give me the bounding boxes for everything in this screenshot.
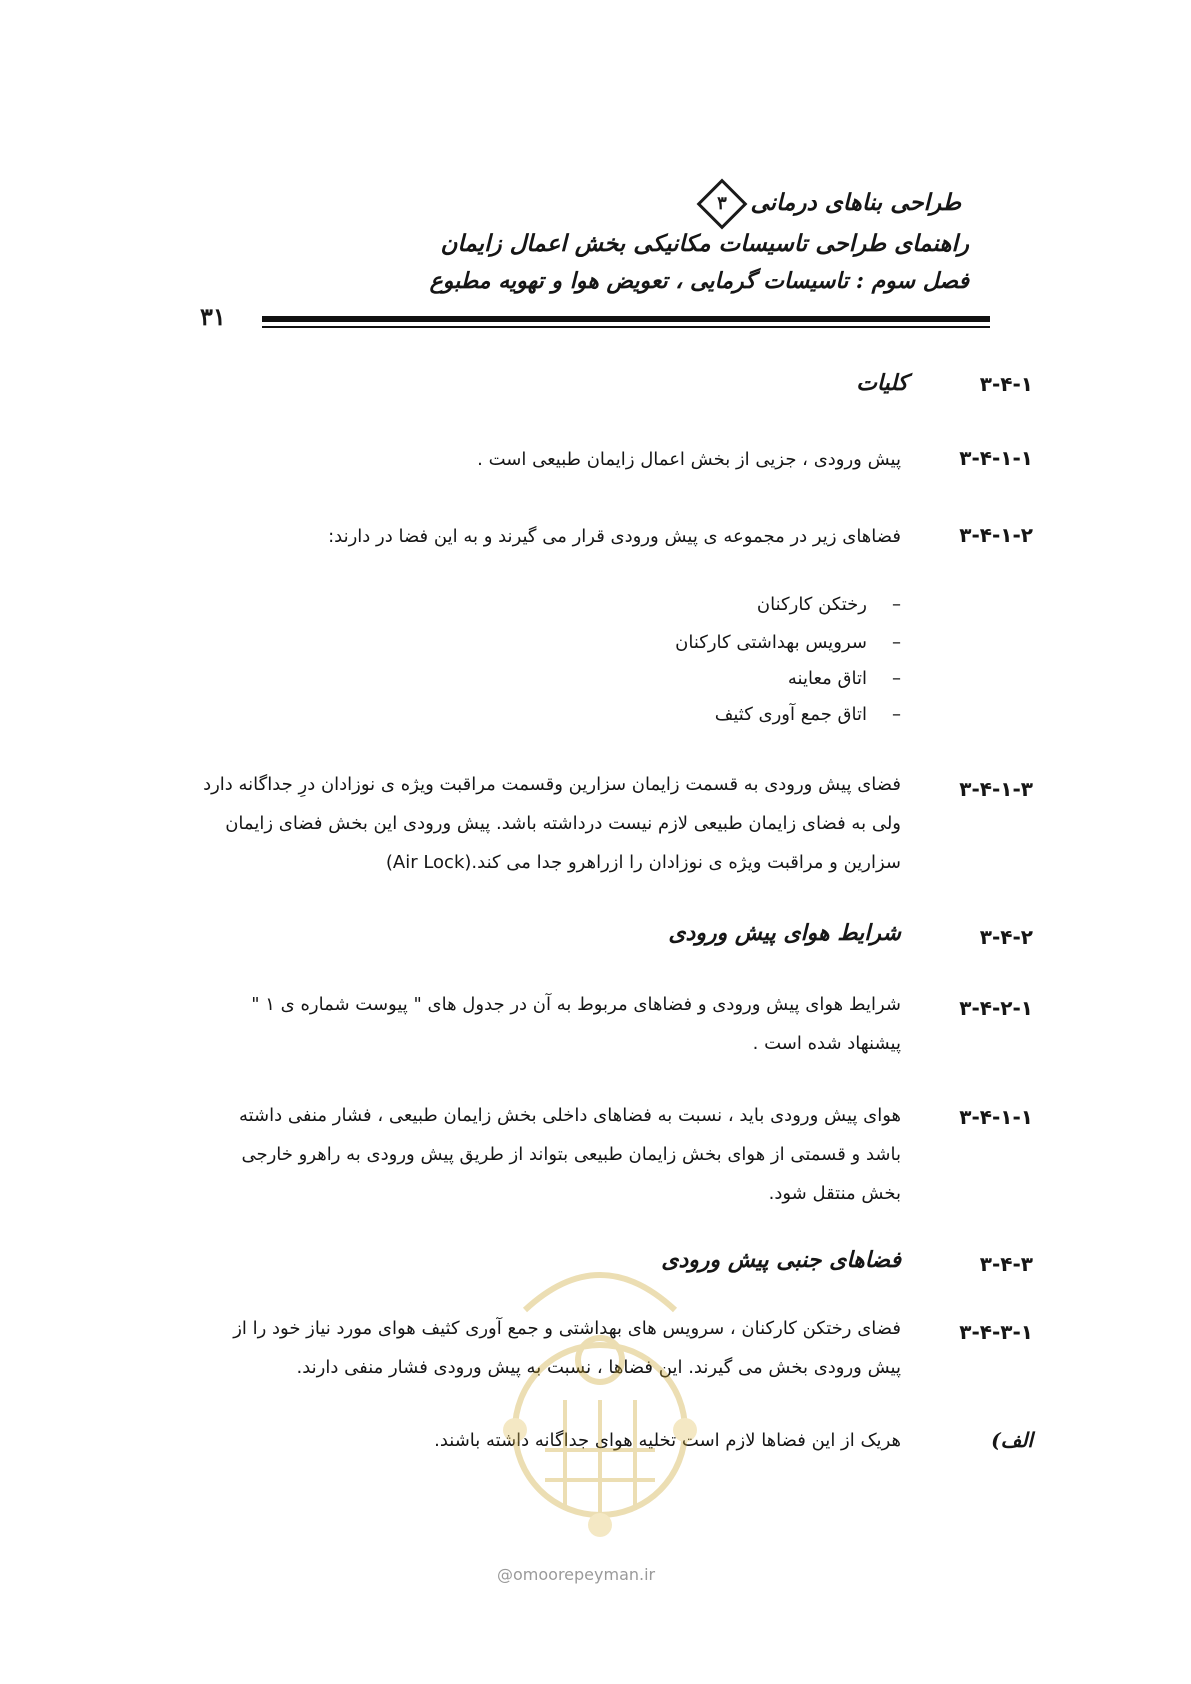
volume-number: ۳ xyxy=(717,193,728,214)
paragraph: شرایط هوای پیش ورودی و فضاهای مربوط به آن در جدول های " پیوست شماره ی ۱ " پیشنهاد شده است . xyxy=(251,994,901,1054)
list-item xyxy=(675,632,901,653)
section-title: کلیات xyxy=(856,370,908,396)
list-item xyxy=(788,668,901,689)
list-item xyxy=(715,704,901,725)
paragraph: هریک از این فضاها لازم است تخلیه هوای جداگانه داشته باشند. xyxy=(434,1430,901,1451)
item-number: ۳-۴-۱-۱ xyxy=(959,446,1033,470)
section-number: ۳-۴-۳ xyxy=(979,1252,1033,1276)
list-dash: – xyxy=(892,668,901,689)
section-number: ۳-۴-۱ xyxy=(979,372,1033,396)
watermark-logo-icon xyxy=(485,1240,715,1550)
header-rule-thin xyxy=(262,326,990,328)
paragraph: هوای پیش ورودی باید ، نسبت به فضاهای داخلی بخش زایمان طبیعی ، فشار منفی داشته باشد و قسمتی از هوای بخش زایمان طبیعی بتواند از طریق پیش ورودی به راهرو خارجی بخش منتقل شود. xyxy=(238,1105,901,1204)
sub-item-label: الف) xyxy=(991,1428,1033,1452)
list-item xyxy=(757,594,901,615)
list-item-text: اتاق جمع آوری کثیف xyxy=(714,704,867,725)
section-title: شرایط هوای پیش ورودی xyxy=(668,920,901,946)
chapter-title: فصل سوم : تاسیسات گرمایی ، تعویض هوا و تهویه مطبوع xyxy=(429,268,969,294)
item-number: ۳-۴-۱-۳ xyxy=(959,777,1033,801)
list-item-text: سرویس بهداشتی کارکنان xyxy=(675,632,867,653)
book-title-text: طراحی بناهای درمانی xyxy=(750,189,961,216)
item-number: ۳-۴-۱-۲ xyxy=(959,523,1033,547)
watermark-url: @omoorepeyman.ir xyxy=(497,1565,656,1584)
section-number: ۳-۴-۲ xyxy=(979,925,1033,949)
paragraph: پیش ورودی ، جزیی از بخش اعمال زایمان طبیعی است . xyxy=(477,449,901,470)
list-dash: – xyxy=(892,594,901,615)
item-number: ۳-۴-۲-۱ xyxy=(959,996,1033,1020)
paragraph: فضاهای زیر در مجموعه ی پیش ورودی قرار می گیرند و به این فضا در دارند: xyxy=(328,526,901,547)
guide-title: راهنمای طراحی تاسیسات مکانیکی بخش اعمال زایمان xyxy=(440,230,969,257)
item-number: ۳-۴-۳-۱ xyxy=(959,1320,1033,1344)
paragraph: فضای رختکن کارکنان ، سرویس های بهداشتی و جمع آوری کثیف هوای مورد نیاز خود را از پیش ورودی بخش می گیرند. این فضاها ، نسبت به پیش ورودی فشار منفی دارند. xyxy=(233,1318,901,1378)
book-title xyxy=(694,186,961,222)
volume-badge xyxy=(697,179,748,230)
section-title: فضاهای جنبی پیش ورودی xyxy=(661,1247,901,1273)
list-dash: – xyxy=(892,704,901,725)
list-dash: – xyxy=(892,632,901,653)
paragraph: فضای پیش ورودی به قسمت زایمان سزارین وقسمت مراقبت ویژه ی نوزادان درِ جداگانه دارد ولی به فضای زایمان طبیعی لازم نیست درداشته باشد. پیش ورودی این بخش فضای زایمان سزارین و مراقبت ویژه ی نوزادان را ازراهرو جدا می کند.(Air Lock) xyxy=(203,774,901,873)
list-item-text: اتاق معاینه xyxy=(787,668,867,689)
item-number: ۳-۴-۱-۱ xyxy=(959,1105,1033,1129)
header-rule xyxy=(262,316,990,322)
list-item-text: رختکن کارکنان xyxy=(756,594,867,615)
page-number: ۳۱ xyxy=(200,302,226,331)
